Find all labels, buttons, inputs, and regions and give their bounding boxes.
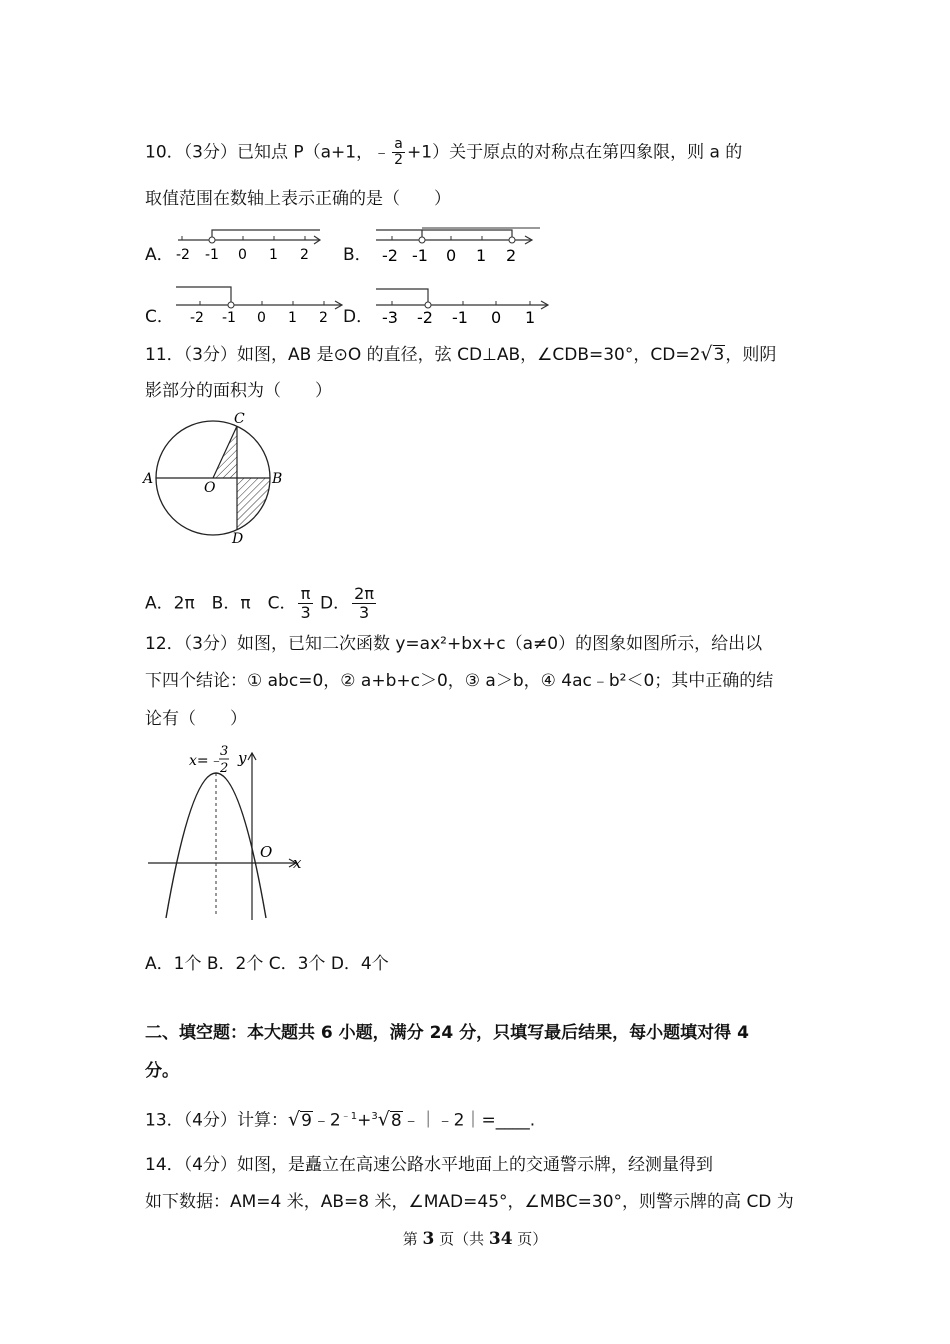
tick: -1 xyxy=(452,308,468,325)
tick: 0 xyxy=(257,310,266,325)
q12-line3: 论有（ ） xyxy=(145,709,247,729)
tick: -1 xyxy=(222,310,236,325)
q14-line2: 如下数据：AM=4 米，AB=8 米，∠MAD=45°，∠MBC=30°，则警示牌的高 CD 为 xyxy=(145,1192,794,1212)
tick: -3 xyxy=(382,308,398,325)
page-footer: 第 3 页（共 34 页） xyxy=(402,1229,548,1249)
q12-options: A．1个 B．2个 C．3个 D．4个 xyxy=(145,954,389,974)
tick: -1 xyxy=(205,247,219,263)
tick: 2 xyxy=(506,246,517,265)
point-d-label: D xyxy=(232,531,244,547)
q10-option-c-numberline xyxy=(172,283,350,325)
q11-circle-figure xyxy=(140,405,290,550)
tick: -2 xyxy=(190,310,204,325)
tick: 0 xyxy=(491,308,502,325)
tick: 1 xyxy=(288,310,297,325)
section2-line1: 二、填空题：本大题共 6 小题，满分 24 分，只填写最后结果，每小题填对得 4 xyxy=(145,1023,749,1043)
q10-option-b-numberline xyxy=(372,222,544,268)
point-a-label: A xyxy=(143,471,154,487)
tick: 2 xyxy=(300,247,309,263)
q11-line2: 影部分的面积为（ ） xyxy=(145,381,332,401)
section2-line2: 分。 xyxy=(145,1061,179,1081)
tick: -2 xyxy=(417,308,433,325)
point-b-label: B xyxy=(272,471,283,487)
q13-answer-blank[interactable]: ____ xyxy=(495,1110,530,1131)
tick: -1 xyxy=(412,246,428,265)
axis-eq-num: 3 xyxy=(220,744,229,759)
tick: 0 xyxy=(238,247,247,263)
q12-line2: 下四个结论：① abc=0，② a+b+c＞0，③ a＞b，④ 4ac﹣b²＜0；其中正确的结 xyxy=(145,671,774,691)
point-o-label: O xyxy=(204,480,216,496)
tick: -2 xyxy=(176,247,190,263)
tick: -2 xyxy=(382,246,398,265)
tick: 1 xyxy=(476,246,487,265)
q10-option-c-label: C． xyxy=(145,307,174,327)
point-c-label: C xyxy=(234,411,245,427)
q12-line1: 12．（3分）如图，已知二次函数 y=ax²+bx+c（a≠0）的图象如图所示，给出以 xyxy=(145,634,763,654)
q11-line1: 11．（3分）如图，AB 是⊙O 的直径，弦 CD⊥AB，∠CDB=30°，CD=2√3，则阴 xyxy=(145,343,777,365)
origin-label: O xyxy=(260,843,273,861)
q10-option-a-numberline xyxy=(170,225,330,267)
q10-option-d-label: D． xyxy=(343,307,374,327)
q11-options: A．2π B．π C． $\frac{\pi}{3}$ D． $\frac{2\pi}{3}$ xyxy=(145,584,374,622)
y-axis-label: y xyxy=(238,749,247,767)
tick: 2 xyxy=(319,310,328,325)
q10-line1: 10．（3分）已知点 P（a+1，﹣ $\frac{a}{2}$ +1）关于原点的对称点在第四象限，则 a 的 xyxy=(145,136,743,168)
q10-fraction: $\frac{a}{2}$ xyxy=(394,136,404,168)
q10-option-a-label: A． xyxy=(145,245,174,265)
tick: 1 xyxy=(269,247,278,263)
q12-parabola-figure xyxy=(140,735,310,925)
q10-line2: 取值范围在数轴上表示正确的是（ ） xyxy=(145,189,451,209)
x-axis-label: x xyxy=(293,854,302,872)
axis-eq-label: x=﹣ xyxy=(189,753,223,769)
axis-eq-den: 2 xyxy=(220,761,229,776)
q10-option-d-numberline xyxy=(372,283,556,325)
q14-line1: 14．（4分）如图，是矗立在高速公路水平地面上的交通警示牌，经测量得到 xyxy=(145,1155,713,1175)
tick: 1 xyxy=(525,308,536,325)
q10-option-b-label: B． xyxy=(343,245,372,265)
tick: 0 xyxy=(446,246,457,265)
q13-line: 13．（4分）计算：$√9﹣2^{﹣1}+^3√8﹣|﹣2|=\_\_\_\_$. xyxy=(145,1108,536,1131)
